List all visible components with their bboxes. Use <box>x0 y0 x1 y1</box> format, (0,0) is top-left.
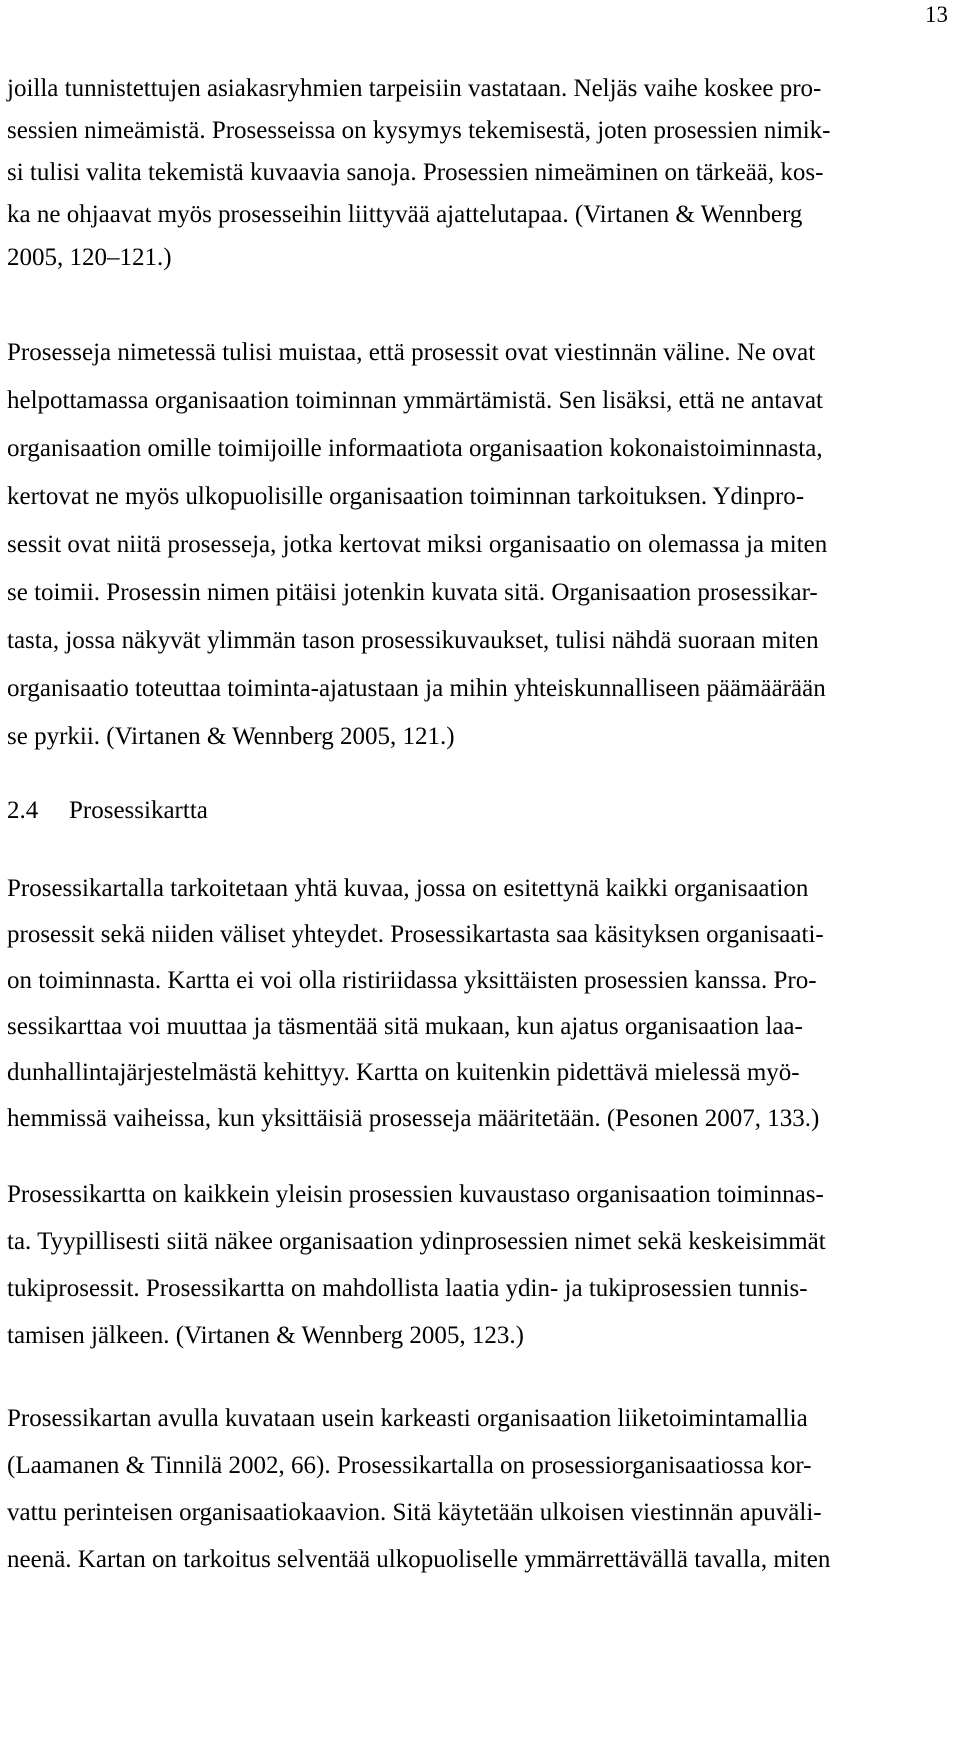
text-line: dunhallintajärjestelmästä kehittyy. Kartta on kuitenkin pidettävä mielessä myö- <box>7 1059 800 1086</box>
text-line: neenä. Kartan on tarkoitus selventää ulkopuoliselle ymmärrettävällä tavalla, miten <box>7 1546 831 1573</box>
text-line: tamisen jälkeen. (Virtanen & Wennberg 2005, 123.) <box>7 1322 524 1349</box>
text-line: tukiprosessit. Prosessikartta on mahdollista laatia ydin- ja tukiprosessien tunnis- <box>7 1275 808 1302</box>
text-line: ka ne ohjaavat myös prosesseihin liittyvää ajattelutapaa. (Virtanen & Wennberg <box>7 201 803 228</box>
text-line: (Laamanen & Tinnilä 2002, 66). Prosessikartalla on prosessiorganisaatiossa kor- <box>7 1452 812 1479</box>
text-line: hemmissä vaiheissa, kun yksittäisiä prosesseja määritetään. (Pesonen 2007, 133.) <box>7 1105 820 1132</box>
page-number: 13 <box>925 2 948 27</box>
text-line: ta. Tyypillisesti siitä näkee organisaation ydinprosessien nimet sekä keskeisimmät <box>7 1228 826 1255</box>
section-heading <box>7 796 208 826</box>
text-line: prosessit sekä niiden väliset yhteydet. Prosessikartasta saa käsityksen organisaati- <box>7 921 824 948</box>
section-number: 2.4 <box>7 797 39 824</box>
text-line: on toiminnasta. Kartta ei voi olla ristiriidassa yksittäisten prosessien kanssa. Pro- <box>7 967 817 994</box>
text-line: si tulisi valita tekemistä kuvaavia sanoja. Prosessien nimeäminen on tärkeää, kos- <box>7 159 824 186</box>
text-line: sessikarttaa voi muuttaa ja täsmentää sitä mukaan, kun ajatus organisaation laa- <box>7 1013 803 1040</box>
text-line: se pyrkii. (Virtanen & Wennberg 2005, 121.) <box>7 723 455 750</box>
text-line: 2005, 120–121.) <box>7 244 172 271</box>
text-line: organisaatio toteuttaa toiminta-ajatustaan ja mihin yhteiskunnalliseen päämäärään <box>7 675 826 702</box>
text-line: Prosessikartta on kaikkein yleisin prosessien kuvaustaso organisaation toiminnas- <box>7 1181 824 1208</box>
text-line: Prosesseja nimetessä tulisi muistaa, että prosessit ovat viestinnän väline. Ne ovat <box>7 339 816 366</box>
text-line: se toimii. Prosessin nimen pitäisi jotenkin kuvata sitä. Organisaation prosessikar- <box>7 579 818 606</box>
text-line: joilla tunnistettujen asiakasryhmien tarpeisiin vastataan. Neljäs vaihe koskee pro- <box>7 75 822 102</box>
text-line: kertovat ne myös ulkopuolisille organisaation toiminnan tarkoituksen. Ydinpro- <box>7 483 805 510</box>
text-line: sessien nimeämistä. Prosesseissa on kysymys tekemisestä, joten prosessien nimik- <box>7 117 831 144</box>
text-line: sessit ovat niitä prosesseja, jotka kertovat miksi organisaatio on olemassa ja miten <box>7 531 828 558</box>
text-line: helpottamassa organisaation toiminnan ymmärtämistä. Sen lisäksi, että ne antavat <box>7 387 824 414</box>
text-line: tasta, jossa näkyvät ylimmän tason prosessikuvaukset, tulisi nähdä suoraan miten <box>7 627 819 654</box>
text-line: organisaation omille toimijoille informaatiota organisaation kokonaistoiminnasta, <box>7 435 823 462</box>
text-line: Prosessikartan avulla kuvataan usein karkeasti organisaation liiketoimintamallia <box>7 1405 808 1432</box>
text-line: Prosessikartalla tarkoitetaan yhtä kuvaa, jossa on esitettynä kaikki organisaation <box>7 875 809 902</box>
section-title: Prosessikartta <box>69 797 208 824</box>
text-line: vattu perinteisen organisaatiokaavion. Sitä käytetään ulkoisen viestinnän apuväli- <box>7 1499 822 1526</box>
